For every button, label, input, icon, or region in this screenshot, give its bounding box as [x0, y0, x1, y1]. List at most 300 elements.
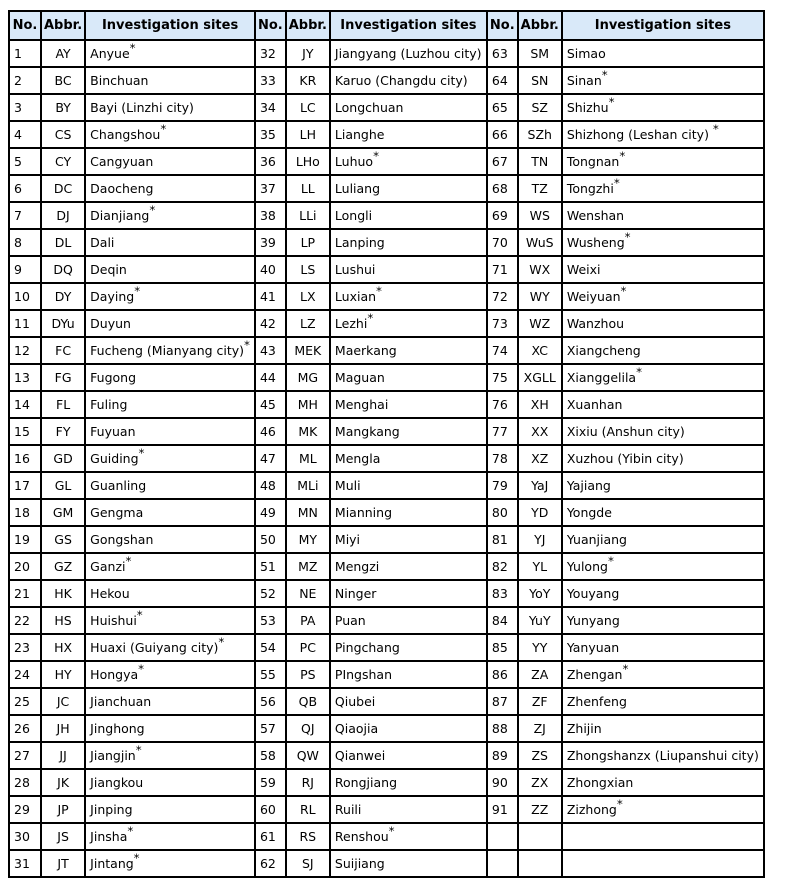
abbr-cell: QJ	[286, 715, 330, 742]
no-cell: 79	[487, 472, 518, 499]
abbr-cell: SM	[518, 40, 562, 67]
site-cell: Gengma	[85, 499, 255, 526]
site-cell: Zhijin	[562, 715, 764, 742]
site-cell: Lianghe	[330, 121, 487, 148]
abbr-cell: YaJ	[518, 472, 562, 499]
header-no-2: No.	[255, 11, 286, 40]
abbr-cell: CS	[41, 121, 85, 148]
no-cell: 42	[255, 310, 286, 337]
no-cell: 33	[255, 67, 286, 94]
site-cell: Jiangkou	[85, 769, 255, 796]
no-cell: 19	[9, 526, 41, 553]
asterisk-marker: *	[138, 446, 145, 461]
abbr-cell: GM	[41, 499, 85, 526]
abbr-cell: WZ	[518, 310, 562, 337]
abbr-cell: ZA	[518, 661, 562, 688]
site-cell: Qiubei	[330, 688, 487, 715]
site-cell: Jintang*	[85, 850, 255, 877]
no-cell: 14	[9, 391, 41, 418]
table-row	[9, 661, 764, 688]
abbr-cell	[518, 850, 562, 877]
asterisk-marker: *	[135, 743, 142, 758]
no-cell: 3	[9, 94, 41, 121]
abbr-cell: PA	[286, 607, 330, 634]
abbr-cell: SZ	[518, 94, 562, 121]
site-cell: Rongjiang	[330, 769, 487, 796]
site-cell: Jiangyang (Luzhou city)	[330, 40, 487, 67]
no-cell: 83	[487, 580, 518, 607]
site-cell: Bayi (Linzhi city)	[85, 94, 255, 121]
abbr-cell: JC	[41, 688, 85, 715]
abbr-cell: NE	[286, 580, 330, 607]
site-cell: Tongzhi*	[562, 175, 764, 202]
no-cell: 25	[9, 688, 41, 715]
site-cell: Yunyang	[562, 607, 764, 634]
site-cell: Fuyuan	[85, 418, 255, 445]
abbr-cell: MZ	[286, 553, 330, 580]
site-cell: Hekou	[85, 580, 255, 607]
no-cell: 59	[255, 769, 286, 796]
no-cell: 26	[9, 715, 41, 742]
abbr-cell: PC	[286, 634, 330, 661]
site-cell: Mengzi	[330, 553, 487, 580]
abbr-cell: ZF	[518, 688, 562, 715]
table-row	[9, 40, 764, 67]
no-cell: 52	[255, 580, 286, 607]
asterisk-marker: *	[134, 284, 141, 299]
site-cell: Anyue*	[85, 40, 255, 67]
no-cell: 48	[255, 472, 286, 499]
no-cell: 39	[255, 229, 286, 256]
site-cell: Yajiang	[562, 472, 764, 499]
site-cell: Tongnan*	[562, 148, 764, 175]
abbr-cell: RS	[286, 823, 330, 850]
abbr-cell	[518, 823, 562, 850]
abbr-cell: HX	[41, 634, 85, 661]
no-cell: 46	[255, 418, 286, 445]
site-cell: Yongde	[562, 499, 764, 526]
table-row	[9, 769, 764, 796]
site-cell: Zhongxian	[562, 769, 764, 796]
site-cell: Fucheng (Mianyang city)*	[85, 337, 255, 364]
site-cell: Xixiu (Anshun city)	[562, 418, 764, 445]
no-cell: 41	[255, 283, 286, 310]
abbr-cell: FC	[41, 337, 85, 364]
header-abbr-3: Abbr.	[518, 11, 562, 40]
no-cell: 36	[255, 148, 286, 175]
no-cell: 63	[487, 40, 518, 67]
abbr-cell: HK	[41, 580, 85, 607]
abbr-cell: XZ	[518, 445, 562, 472]
table-row	[9, 175, 764, 202]
site-cell: Wusheng*	[562, 229, 764, 256]
no-cell: 85	[487, 634, 518, 661]
abbr-cell: CY	[41, 148, 85, 175]
site-cell: Wanzhou	[562, 310, 764, 337]
no-cell: 43	[255, 337, 286, 364]
abbr-cell: SJ	[286, 850, 330, 877]
abbr-cell: SN	[518, 67, 562, 94]
table-row	[9, 337, 764, 364]
abbr-cell: KR	[286, 67, 330, 94]
asterisk-marker: *	[624, 230, 631, 245]
site-cell: Weixi	[562, 256, 764, 283]
site-cell: Maguan	[330, 364, 487, 391]
abbr-cell: BC	[41, 67, 85, 94]
no-cell: 22	[9, 607, 41, 634]
asterisk-marker: *	[376, 284, 382, 299]
site-cell: Pingchang	[330, 634, 487, 661]
site-cell: Zhengan*	[562, 661, 764, 688]
abbr-cell: XC	[518, 337, 562, 364]
site-cell: Dali	[85, 229, 255, 256]
site-cell: Zhongshanzx (Liupanshui city)	[562, 742, 764, 769]
abbr-cell: ZJ	[518, 715, 562, 742]
abbr-cell: AY	[41, 40, 85, 67]
no-cell: 9	[9, 256, 41, 283]
abbr-cell: YJ	[518, 526, 562, 553]
abbr-cell: JT	[41, 850, 85, 877]
no-cell: 44	[255, 364, 286, 391]
site-cell: Gongshan	[85, 526, 255, 553]
no-cell: 34	[255, 94, 286, 121]
no-cell: 35	[255, 121, 286, 148]
asterisk-marker: *	[149, 203, 156, 218]
abbr-cell: YY	[518, 634, 562, 661]
investigation-sites-table	[8, 10, 765, 878]
site-cell: Changshou*	[85, 121, 255, 148]
no-cell: 89	[487, 742, 518, 769]
no-cell: 50	[255, 526, 286, 553]
table-header-row	[9, 11, 764, 40]
no-cell	[487, 850, 518, 877]
site-cell: Muli	[330, 472, 487, 499]
no-cell: 90	[487, 769, 518, 796]
no-cell: 31	[9, 850, 41, 877]
asterisk-marker: *	[613, 176, 620, 191]
no-cell: 91	[487, 796, 518, 823]
no-cell: 82	[487, 553, 518, 580]
no-cell: 81	[487, 526, 518, 553]
table-row	[9, 310, 764, 337]
no-cell: 73	[487, 310, 518, 337]
abbr-cell: MN	[286, 499, 330, 526]
abbr-cell: JS	[41, 823, 85, 850]
no-cell: 88	[487, 715, 518, 742]
site-cell: Guiding*	[85, 445, 255, 472]
site-cell: Luhuo*	[330, 148, 487, 175]
asterisk-marker: *	[136, 608, 143, 623]
no-cell: 4	[9, 121, 41, 148]
asterisk-marker: *	[127, 824, 134, 839]
asterisk-marker: *	[622, 662, 629, 677]
no-cell: 61	[255, 823, 286, 850]
abbr-cell: LZ	[286, 310, 330, 337]
abbr-cell: MK	[286, 418, 330, 445]
asterisk-marker: *	[218, 635, 225, 650]
abbr-cell: XGLL	[518, 364, 562, 391]
site-cell: Qianwei	[330, 742, 487, 769]
abbr-cell: MG	[286, 364, 330, 391]
asterisk-marker: *	[160, 122, 167, 137]
no-cell: 75	[487, 364, 518, 391]
abbr-cell: HS	[41, 607, 85, 634]
site-cell: Ganzi*	[85, 553, 255, 580]
site-cell: Shizhong (Leshan city) *	[562, 121, 764, 148]
site-cell: Fuling	[85, 391, 255, 418]
no-cell: 76	[487, 391, 518, 418]
site-cell: Yuanjiang	[562, 526, 764, 553]
site-cell: PIngshan	[330, 661, 487, 688]
abbr-cell: JH	[41, 715, 85, 742]
site-cell: Jianchuan	[85, 688, 255, 715]
site-cell: Weiyuan*	[562, 283, 764, 310]
abbr-cell: MEK	[286, 337, 330, 364]
abbr-cell: JY	[286, 40, 330, 67]
asterisk-marker: *	[373, 149, 380, 164]
abbr-cell: DL	[41, 229, 85, 256]
site-cell: Mengla	[330, 445, 487, 472]
no-cell: 6	[9, 175, 41, 202]
abbr-cell: ZZ	[518, 796, 562, 823]
table-row	[9, 553, 764, 580]
abbr-cell: QW	[286, 742, 330, 769]
asterisk-marker: *	[601, 68, 608, 83]
no-cell: 11	[9, 310, 41, 337]
no-cell: 66	[487, 121, 518, 148]
abbr-cell: WuS	[518, 229, 562, 256]
no-cell: 67	[487, 148, 518, 175]
table-row	[9, 688, 764, 715]
no-cell: 51	[255, 553, 286, 580]
abbr-cell: PS	[286, 661, 330, 688]
header-abbr-1: Abbr.	[41, 11, 85, 40]
no-cell: 24	[9, 661, 41, 688]
header-no-3: No.	[487, 11, 518, 40]
table-row	[9, 256, 764, 283]
abbr-cell: LC	[286, 94, 330, 121]
no-cell: 78	[487, 445, 518, 472]
no-cell: 5	[9, 148, 41, 175]
abbr-cell: MY	[286, 526, 330, 553]
abbr-cell: GD	[41, 445, 85, 472]
header-abbr-2: Abbr.	[286, 11, 330, 40]
site-cell: Xianggelila*	[562, 364, 764, 391]
abbr-cell: DJ	[41, 202, 85, 229]
site-cell: Lanping	[330, 229, 487, 256]
site-cell: Hongya*	[85, 661, 255, 688]
abbr-cell: GS	[41, 526, 85, 553]
asterisk-marker: *	[608, 95, 615, 110]
table-row	[9, 121, 764, 148]
no-cell: 30	[9, 823, 41, 850]
site-cell: Zhenfeng	[562, 688, 764, 715]
site-cell: Wenshan	[562, 202, 764, 229]
abbr-cell: MH	[286, 391, 330, 418]
asterisk-marker: *	[133, 851, 140, 866]
site-cell: Miyi	[330, 526, 487, 553]
header-sites-3: Investigation sites	[562, 11, 764, 40]
asterisk-marker: *	[619, 149, 626, 164]
site-cell: Jinsha*	[85, 823, 255, 850]
table-row	[9, 715, 764, 742]
asterisk-marker: *	[367, 311, 374, 326]
site-cell: Jinping	[85, 796, 255, 823]
header-no-1: No.	[9, 11, 41, 40]
no-cell: 56	[255, 688, 286, 715]
no-cell: 64	[487, 67, 518, 94]
no-cell: 27	[9, 742, 41, 769]
abbr-cell: LLi	[286, 202, 330, 229]
abbr-cell: RL	[286, 796, 330, 823]
no-cell: 60	[255, 796, 286, 823]
table-row	[9, 445, 764, 472]
site-cell: Simao	[562, 40, 764, 67]
abbr-cell: GZ	[41, 553, 85, 580]
table-row	[9, 580, 764, 607]
site-cell: Huaxi (Guiyang city)*	[85, 634, 255, 661]
no-cell	[487, 823, 518, 850]
no-cell: 70	[487, 229, 518, 256]
no-cell: 49	[255, 499, 286, 526]
abbr-cell: DQ	[41, 256, 85, 283]
no-cell: 8	[9, 229, 41, 256]
site-cell: Maerkang	[330, 337, 487, 364]
abbr-cell: ML	[286, 445, 330, 472]
abbr-cell: DC	[41, 175, 85, 202]
site-cell: Jinghong	[85, 715, 255, 742]
abbr-cell: GL	[41, 472, 85, 499]
abbr-cell: XH	[518, 391, 562, 418]
abbr-cell: QB	[286, 688, 330, 715]
no-cell: 12	[9, 337, 41, 364]
abbr-cell: YoY	[518, 580, 562, 607]
site-cell: Suijiang	[330, 850, 487, 877]
table-row	[9, 364, 764, 391]
site-cell: Shizhu*	[562, 94, 764, 121]
site-cell: Renshou*	[330, 823, 487, 850]
header-sites-1: Investigation sites	[85, 11, 255, 40]
table-row	[9, 94, 764, 121]
asterisk-marker: *	[244, 338, 250, 353]
site-cell: Daying*	[85, 283, 255, 310]
table-row	[9, 148, 764, 175]
no-cell: 15	[9, 418, 41, 445]
abbr-cell: WS	[518, 202, 562, 229]
abbr-cell: WY	[518, 283, 562, 310]
no-cell: 72	[487, 283, 518, 310]
abbr-cell: LP	[286, 229, 330, 256]
no-cell: 58	[255, 742, 286, 769]
abbr-cell: FG	[41, 364, 85, 391]
no-cell: 18	[9, 499, 41, 526]
abbr-cell: JK	[41, 769, 85, 796]
abbr-cell: RJ	[286, 769, 330, 796]
abbr-cell: ZX	[518, 769, 562, 796]
no-cell: 74	[487, 337, 518, 364]
site-cell: Karuo (Changdu city)	[330, 67, 487, 94]
abbr-cell: BY	[41, 94, 85, 121]
no-cell: 21	[9, 580, 41, 607]
no-cell: 80	[487, 499, 518, 526]
no-cell: 7	[9, 202, 41, 229]
site-cell: Mangkang	[330, 418, 487, 445]
asterisk-marker: *	[129, 41, 136, 56]
abbr-cell: WX	[518, 256, 562, 283]
abbr-cell: JP	[41, 796, 85, 823]
asterisk-marker: *	[607, 554, 614, 569]
asterisk-marker: *	[616, 797, 623, 812]
abbr-cell: XX	[518, 418, 562, 445]
no-cell: 62	[255, 850, 286, 877]
site-cell: Daocheng	[85, 175, 255, 202]
table-row	[9, 742, 764, 769]
no-cell: 28	[9, 769, 41, 796]
site-cell	[562, 850, 764, 877]
no-cell: 32	[255, 40, 286, 67]
no-cell: 55	[255, 661, 286, 688]
no-cell: 69	[487, 202, 518, 229]
asterisk-marker: *	[388, 824, 395, 839]
abbr-cell: JJ	[41, 742, 85, 769]
site-cell: Ruili	[330, 796, 487, 823]
site-cell: Qiaojia	[330, 715, 487, 742]
site-cell: Xiangcheng	[562, 337, 764, 364]
abbr-cell: LX	[286, 283, 330, 310]
no-cell: 29	[9, 796, 41, 823]
asterisk-marker: *	[712, 122, 719, 137]
no-cell: 68	[487, 175, 518, 202]
site-cell: Deqin	[85, 256, 255, 283]
no-cell: 54	[255, 634, 286, 661]
abbr-cell: TZ	[518, 175, 562, 202]
no-cell: 17	[9, 472, 41, 499]
no-cell: 13	[9, 364, 41, 391]
table-row	[9, 499, 764, 526]
site-cell: Zizhong*	[562, 796, 764, 823]
site-cell: Puan	[330, 607, 487, 634]
table-row	[9, 283, 764, 310]
abbr-cell: TN	[518, 148, 562, 175]
abbr-cell: SZh	[518, 121, 562, 148]
table-row	[9, 229, 764, 256]
asterisk-marker: *	[636, 365, 643, 380]
site-cell: Duyun	[85, 310, 255, 337]
abbr-cell: MLi	[286, 472, 330, 499]
site-cell: Luxian*	[330, 283, 487, 310]
abbr-cell: YD	[518, 499, 562, 526]
no-cell: 65	[487, 94, 518, 121]
site-cell: Guanling	[85, 472, 255, 499]
site-cell: Huishui*	[85, 607, 255, 634]
table-row	[9, 850, 764, 877]
no-cell: 45	[255, 391, 286, 418]
no-cell: 37	[255, 175, 286, 202]
no-cell: 57	[255, 715, 286, 742]
site-cell: Xuzhou (Yibin city)	[562, 445, 764, 472]
no-cell: 20	[9, 553, 41, 580]
no-cell: 16	[9, 445, 41, 472]
site-cell: Longli	[330, 202, 487, 229]
abbr-cell: LHo	[286, 148, 330, 175]
asterisk-marker: *	[125, 554, 132, 569]
no-cell: 1	[9, 40, 41, 67]
abbr-cell: FL	[41, 391, 85, 418]
site-cell: Longchuan	[330, 94, 487, 121]
site-cell: Luliang	[330, 175, 487, 202]
site-cell: Yulong*	[562, 553, 764, 580]
site-cell: Menghai	[330, 391, 487, 418]
